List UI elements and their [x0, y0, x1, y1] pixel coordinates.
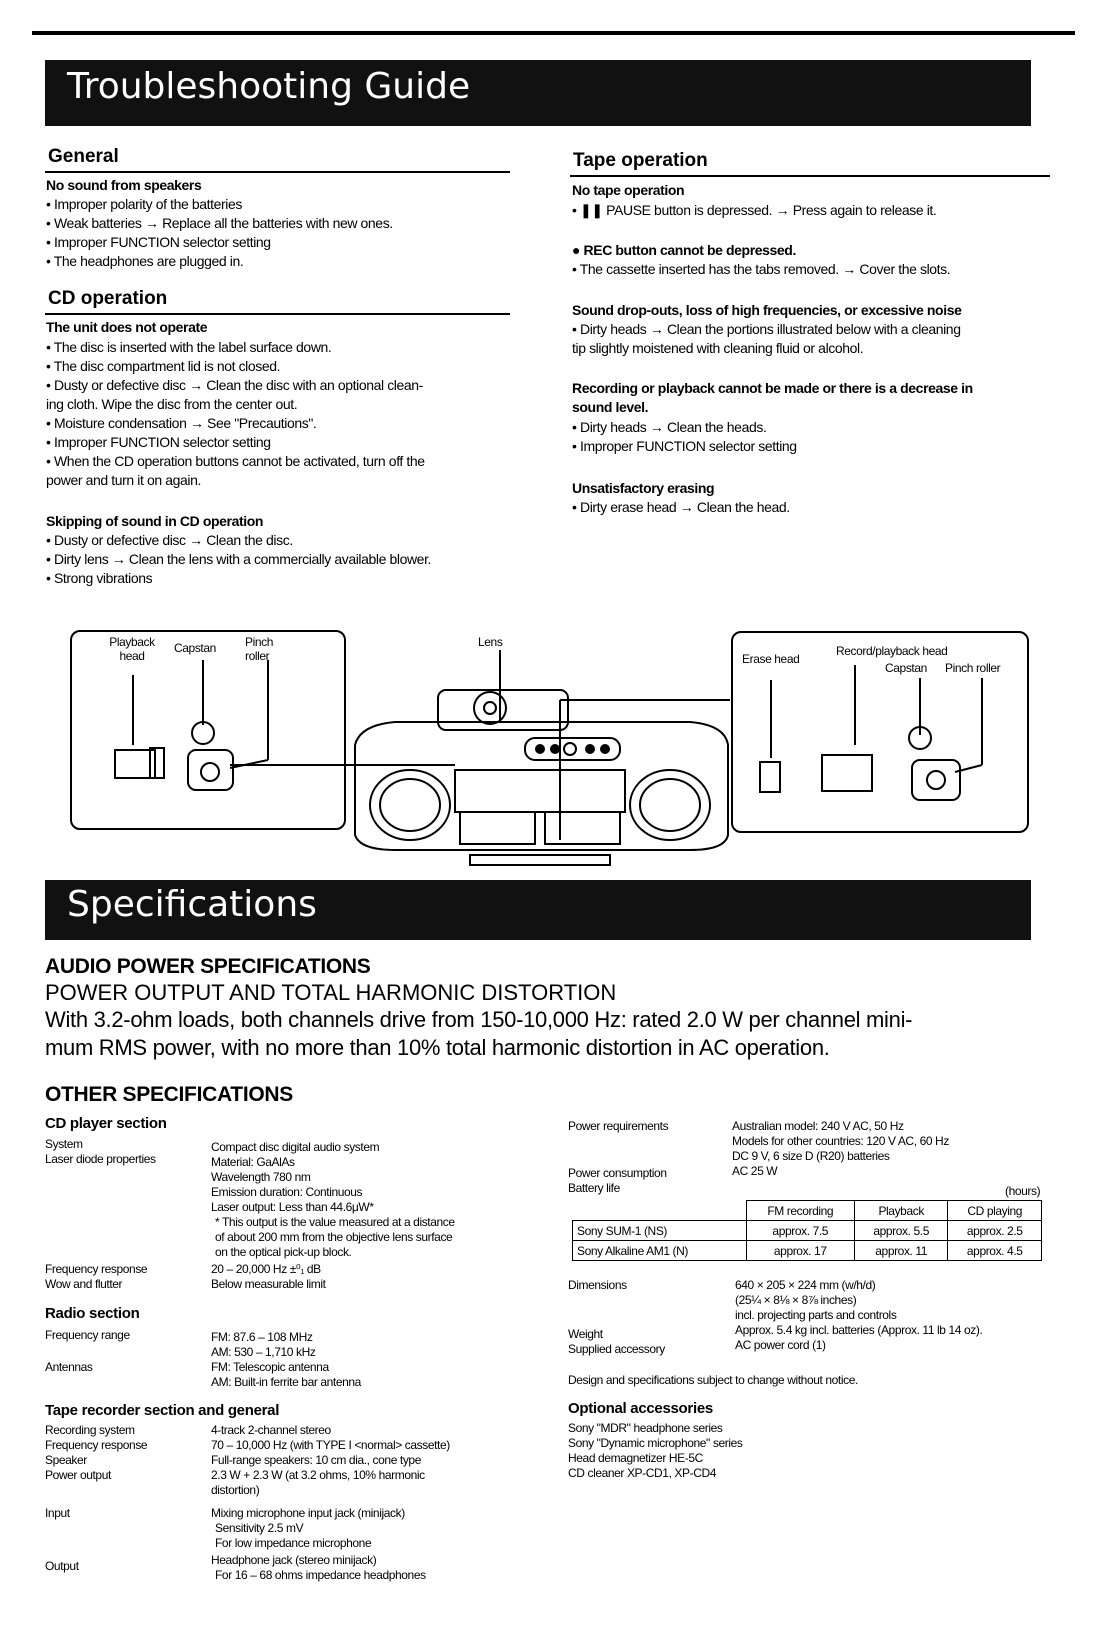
- dimensions-label: Dimensions: [568, 1278, 627, 1292]
- left-playback-head-label: Playback head: [109, 635, 155, 663]
- tape-operation-heading: Tape operation: [573, 150, 708, 171]
- cd-item: • When the CD operation buttons cannot be activated, turn off the: [46, 453, 425, 469]
- tape-problem: No tape operation: [572, 182, 685, 198]
- frequency-response-label: Frequency response: [45, 1262, 148, 1276]
- right-pinch-roller-label: Pinch roller: [945, 661, 1001, 675]
- battery-life-label: Battery life: [568, 1181, 620, 1195]
- cd-item: • Strong vibrations: [46, 570, 153, 586]
- general-item: • Improper FUNCTION selector setting: [46, 234, 271, 250]
- laser-value: * This output is the value measured at a distance: [215, 1215, 455, 1229]
- tape-section-heading: Tape recorder section and general: [45, 1402, 280, 1419]
- right-record-playback-head-label: Record/playback head: [836, 644, 948, 658]
- cd-problem: The unit does not operate: [46, 319, 208, 335]
- cd-item: • Dusty or defective disc → Clean the disc with an optional clean-: [46, 377, 423, 393]
- laser-label: Laser diode properties: [45, 1152, 156, 1166]
- tape-spec-label: Power output: [45, 1468, 111, 1482]
- output-label: Output: [45, 1559, 79, 1573]
- cd-item: • The disc is inserted with the label surface down.: [46, 339, 332, 355]
- power-text-line-2: mum RMS power, with no more than 10% total harmonic distortion in AC operation.: [45, 1035, 830, 1060]
- left-capstan-label: Capstan: [174, 641, 216, 655]
- table-cell: approx. 2.5: [948, 1221, 1042, 1241]
- table-row: [573, 1221, 1042, 1241]
- tape-spec-label: Speaker: [45, 1453, 87, 1467]
- table-header-cell: Playback: [854, 1201, 948, 1221]
- tape-problem: Sound drop-outs, loss of high frequencies, or excessive noise: [572, 302, 962, 318]
- table-cell: approx. 17: [746, 1241, 854, 1261]
- input-value: Mixing microphone input jack (minijack): [211, 1506, 405, 1520]
- power-output-continued: distortion): [211, 1483, 260, 1497]
- laser-value: on the optical pick-up block.: [215, 1245, 352, 1259]
- power-output-heading: POWER OUTPUT AND TOTAL HARMONIC DISTORTION: [45, 980, 617, 1005]
- power-consumption-label: Power consumption: [568, 1166, 667, 1180]
- laser-value: of about 200 mm from the objective lens surface: [215, 1230, 453, 1244]
- right-capstan-label: Capstan: [885, 661, 927, 675]
- design-note: Design and specifications subject to change without notice.: [568, 1373, 858, 1387]
- weight-label: Weight: [568, 1327, 603, 1341]
- table-header-cell: FM recording: [746, 1201, 854, 1221]
- troubleshooting-title: Troubleshooting Guide: [67, 66, 471, 107]
- table-row: [573, 1201, 1042, 1221]
- general-problem: No sound from speakers: [46, 177, 202, 193]
- general-rule: [45, 171, 510, 173]
- radio-frequency-value: AM: 530 – 1,710 kHz: [211, 1345, 316, 1359]
- tape-item: • The cassette inserted has the tabs removed. → Cover the slots.: [572, 261, 951, 277]
- tape-spec-value: 2.3 W + 2.3 W (at 3.2 ohms, 10% harmonic: [211, 1468, 425, 1482]
- wow-flutter-label: Wow and flutter: [45, 1277, 123, 1291]
- table-header-cell: CD playing: [948, 1201, 1042, 1221]
- tape-operation-rule: [570, 175, 1050, 177]
- table-cell: approx. 7.5: [746, 1221, 854, 1241]
- wow-flutter-value: Below measurable limit: [211, 1277, 326, 1291]
- tape-item: • Improper FUNCTION selector setting: [572, 438, 797, 454]
- specifications-title: Specifications: [67, 884, 317, 925]
- tape-problem: ● REC button cannot be depressed.: [572, 242, 796, 258]
- other-specifications-heading: OTHER SPECIFICATIONS: [45, 1083, 293, 1106]
- cd-problem-skipping: Skipping of sound in CD operation: [46, 513, 264, 529]
- table-cell: Sony SUM-1 (NS): [573, 1221, 747, 1241]
- tape-item: • Dirty heads → Clean the portions illustrated below with a cleaning: [572, 321, 961, 337]
- frequency-response-value: 20 – 20,000 Hz ±⁰₁ dB: [211, 1262, 321, 1276]
- supplied-accessory-value: AC power cord (1): [735, 1338, 826, 1352]
- tape-spec-value: Full-range speakers: 10 cm dia., cone type: [211, 1453, 421, 1467]
- tape-item: • Dirty heads → Clean the heads.: [572, 419, 767, 435]
- dimensions-value: (25¼ × 8⅛ × 8⅞ inches): [735, 1293, 857, 1307]
- right-erase-head-label: Erase head: [742, 652, 800, 666]
- specifications-banner: [45, 880, 1031, 940]
- table-cell: [573, 1201, 747, 1221]
- system-value: Compact disc digital audio system: [211, 1140, 380, 1154]
- table-cell: approx. 4.5: [948, 1241, 1042, 1261]
- cd-item: • Improper FUNCTION selector setting: [46, 434, 271, 450]
- cd-item: • Dirty lens → Clean the lens with a commercially available blower.: [46, 551, 432, 567]
- weight-value: Approx. 5.4 kg incl. batteries (Approx. 11 lb 14 oz).: [735, 1323, 983, 1337]
- cd-item: • Dusty or defective disc → Clean the disc.: [46, 532, 293, 548]
- tape-spec-label: Recording system: [45, 1423, 135, 1437]
- antennas-value: FM: Telescopic antenna: [211, 1360, 329, 1374]
- antennas-value: AM: Built-in ferrite bar antenna: [211, 1375, 361, 1389]
- output-value: Headphone jack (stereo minijack): [211, 1553, 377, 1567]
- optional-accessory-item: Sony "Dynamic microphone" series: [568, 1436, 743, 1450]
- laser-value: Wavelength 780 nm: [211, 1170, 311, 1184]
- dimensions-value: 640 × 205 × 224 mm (w/h/d): [735, 1278, 876, 1292]
- cassette-player-illustration: [0, 600, 1107, 870]
- left-pinch-roller-label: Pinch roller: [245, 635, 274, 663]
- tape-spec-value: 70 – 10,000 Hz (with TYPE I <normal> cassette): [211, 1438, 450, 1452]
- cd-operation-heading: CD operation: [48, 288, 168, 309]
- optional-accessory-item: CD cleaner XP-CD1, XP-CD4: [568, 1466, 717, 1480]
- input-label: Input: [45, 1506, 70, 1520]
- tape-item: • Dirty erase head → Clean the head.: [572, 499, 790, 515]
- table-row: [573, 1241, 1042, 1261]
- lens-label: Lens: [478, 635, 503, 649]
- table-cell: Sony Alkaline AM1 (N): [573, 1241, 747, 1261]
- hours-unit: (hours): [1005, 1184, 1041, 1198]
- power-requirements-value: Models for other countries: 120 V AC, 60 Hz: [732, 1134, 949, 1148]
- input-value: Sensitivity 2.5 mV: [215, 1521, 304, 1535]
- general-heading: General: [48, 146, 119, 167]
- tape-problem: Unsatisfactory erasing: [572, 480, 715, 496]
- cd-item: • Moisture condensation → See "Precautions".: [46, 415, 317, 431]
- cd-item: ing cloth. Wipe the disc from the center out.: [46, 396, 298, 412]
- cd-item: • The disc compartment lid is not closed.: [46, 358, 281, 374]
- system-label: System: [45, 1137, 83, 1151]
- tape-spec-label: Frequency response: [45, 1438, 148, 1452]
- tape-problem: Recording or playback cannot be made or there is a decrease in: [572, 380, 973, 396]
- table-cell: approx. 5.5: [854, 1221, 948, 1241]
- laser-value: Material: GaAlAs: [211, 1155, 295, 1169]
- laser-value: Emission duration: Continuous: [211, 1185, 363, 1199]
- general-item: • Weak batteries → Replace all the batteries with new ones.: [46, 215, 393, 231]
- top-rule: [32, 31, 1075, 35]
- troubleshooting-banner: [45, 60, 1031, 126]
- tape-spec-value: 4-track 2-channel stereo: [211, 1423, 331, 1437]
- tape-item: tip slightly moistened with cleaning fluid or alcohol.: [572, 340, 864, 356]
- cd-operation-rule: [45, 313, 510, 315]
- supplied-accessory-label: Supplied accessory: [568, 1342, 665, 1356]
- antennas-label: Antennas: [45, 1360, 93, 1374]
- dimensions-value: incl. projecting parts and controls: [735, 1308, 897, 1322]
- power-requirements-value: DC 9 V, 6 size D (R20) batteries: [732, 1149, 890, 1163]
- cd-player-section-heading: CD player section: [45, 1115, 167, 1132]
- input-value: For low impedance microphone: [215, 1536, 372, 1550]
- radio-frequency-label: Frequency range: [45, 1328, 130, 1342]
- general-item: • The headphones are plugged in.: [46, 253, 244, 269]
- table-cell: approx. 11: [854, 1241, 948, 1261]
- optional-accessory-item: Sony "MDR" headphone series: [568, 1421, 723, 1435]
- radio-frequency-value: FM: 87.6 – 108 MHz: [211, 1330, 313, 1344]
- optional-accessory-item: Head demagnetizer HE-5C: [568, 1451, 703, 1465]
- audio-power-heading: AUDIO POWER SPECIFICATIONS: [45, 955, 371, 978]
- tape-item: • ❚❚ PAUSE button is depressed. → Press again to release it.: [572, 202, 937, 218]
- tape-problem: sound level.: [572, 399, 649, 415]
- power-text-line-1: With 3.2-ohm loads, both channels drive from 150-10,000 Hz: rated 2.0 W per channel mini-: [45, 1007, 913, 1032]
- radio-section-heading: Radio section: [45, 1305, 140, 1322]
- laser-value: Laser output: Less than 44.6μW*: [211, 1200, 374, 1214]
- battery-life-table: [572, 1200, 1042, 1261]
- optional-accessories-heading: Optional accessories: [568, 1400, 713, 1417]
- output-value: For 16 – 68 ohms impedance headphones: [215, 1568, 426, 1582]
- cd-item: power and turn it on again.: [46, 472, 201, 488]
- power-requirements-label: Power requirements: [568, 1119, 669, 1133]
- power-consumption-value: AC 25 W: [732, 1164, 778, 1178]
- power-requirements-value: Australian model: 240 V AC, 50 Hz: [732, 1119, 904, 1133]
- general-item: • Improper polarity of the batteries: [46, 196, 242, 212]
